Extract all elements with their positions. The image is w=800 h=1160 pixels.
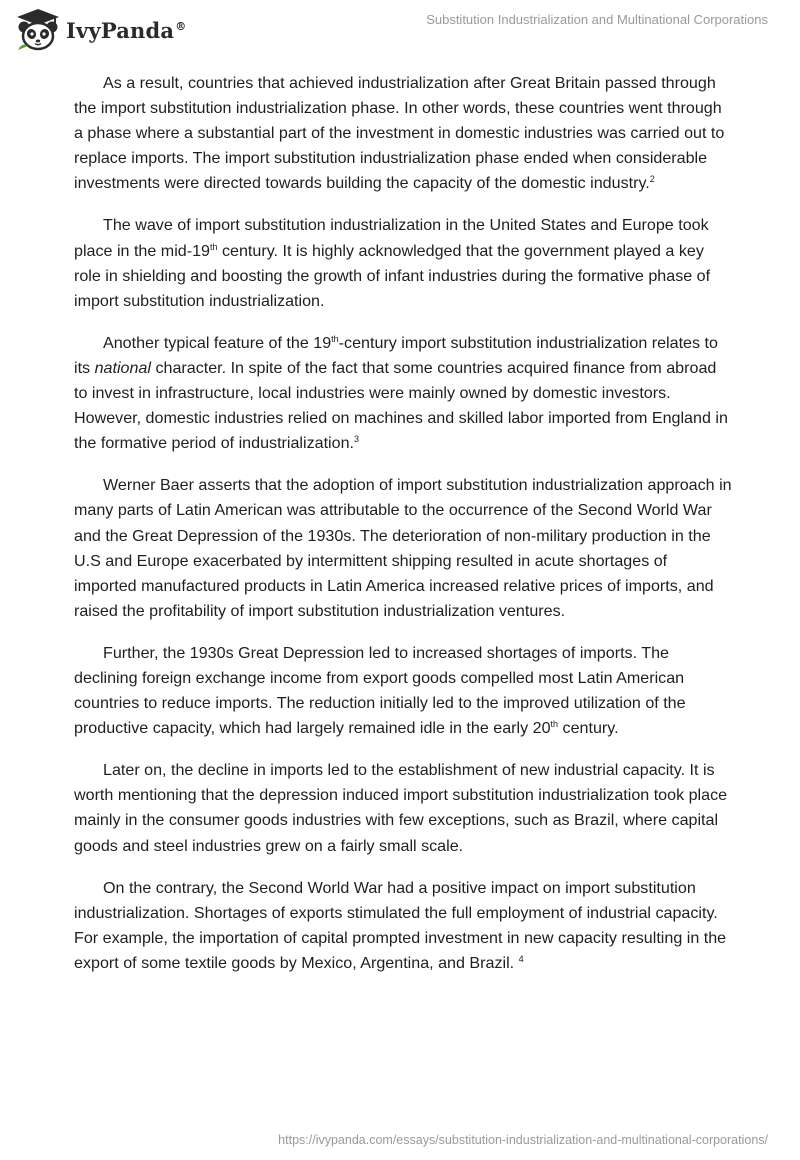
body-paragraph	[74, 71, 734, 196]
body-paragraph	[74, 331, 734, 456]
brand-logo[interactable]	[14, 6, 186, 54]
emphasized-text: national	[94, 358, 151, 377]
body-paragraph	[74, 641, 734, 741]
registered-mark: ®	[175, 19, 187, 33]
panda-logo-icon	[14, 6, 62, 54]
paragraph-text: character. In spite of the fact that some countries acquired finance from abroad to invest in infrastructure, local industries were mainly owned by domestic investors. However, domestic industries relied on machines and skilled labor imported from England in the formative period of industrialization.	[74, 358, 728, 453]
paragraph-text: On the contrary, the Second World War had a positive impact on import substitution industrialization. Shortages of exports stimulated the full employment of industrial capacity. For example, the importation of capital prompted investment in new capacity resulting in the export of some textile goods by Mexico, Argentina, and Brazil.	[74, 878, 727, 972]
body-paragraph	[74, 473, 734, 624]
page-header	[0, 0, 800, 60]
paragraph-text: Further, the 1930s Great Depression led to increased shortages of imports. The declining foreign exchange income from export goods compelled most Latin American countries to reduce imports. The reduction initially led to the improved utilization of the productive capacity, which had largely remained idle in the early 20	[74, 643, 686, 738]
paragraph-text: -century import substitution industrialization relates to its	[74, 333, 718, 377]
paragraph-text: century.	[558, 719, 619, 738]
footnote-marker: th	[209, 241, 218, 252]
footnote-marker: th	[550, 719, 559, 730]
paragraph-text: Another typical feature of the 19	[103, 333, 332, 352]
brand-name: IvyPanda®	[66, 17, 187, 43]
body-paragraph	[74, 213, 734, 313]
footnote-marker: th	[331, 333, 339, 344]
paragraph-text: Werner Baer asserts that the adoption of import substitution industrialization approach in many parts of Latin American was attributable to the occurrence of the Second World War and the Great Depression of the 1930s. The deterioration of non-military production in the U.S and Europe exacerbated by intermittent shipping resulted in acute shortages of imported manufactured products in Latin America increased relative prices of imports, and raised the profitability of import substitution industrialization ventures.	[74, 476, 732, 620]
paragraph-text: Later on, the decline in imports led to the establishment of new industrial capacity. It is worth mentioning that the depression induced import substitution industrialization took place mainly in the consumer goods industries with few exceptions, such as Brazil, where capital goods and steel industries grew on a fairly small scale.	[74, 761, 728, 855]
body-paragraph	[74, 758, 734, 858]
body-paragraph	[74, 876, 734, 976]
essay-body	[74, 71, 734, 993]
paragraph-text: century. It is highly acknowledged that the government played a key role in shielding and boosting the growth of infant industries during the formative phase of import substitution industrialization.	[74, 241, 711, 310]
footnote-marker: 2	[649, 174, 655, 185]
source-url[interactable]: https://ivypanda.com/essays/substitution-industrialization-and-multinational-corporations/	[278, 1133, 768, 1147]
footnote-marker: 4	[518, 953, 524, 964]
paragraph-text: The wave of import substitution industrialization in the United States and Europe took place in the mid-19	[74, 216, 709, 260]
document-title: Substitution Industrialization and Multinational Corporations	[426, 12, 768, 27]
paragraph-text: As a result, countries that achieved industrialization after Great Britain passed through the import substitution industrialization phase. In other words, these countries went through a phase where a substantial part of the investment in domestic industries was carried out to replace imports. The import substitution industrialization phase ended when considerable investments were directed towards building the capacity of the domestic industry.	[74, 74, 725, 193]
footnote-marker: 3	[354, 434, 360, 445]
